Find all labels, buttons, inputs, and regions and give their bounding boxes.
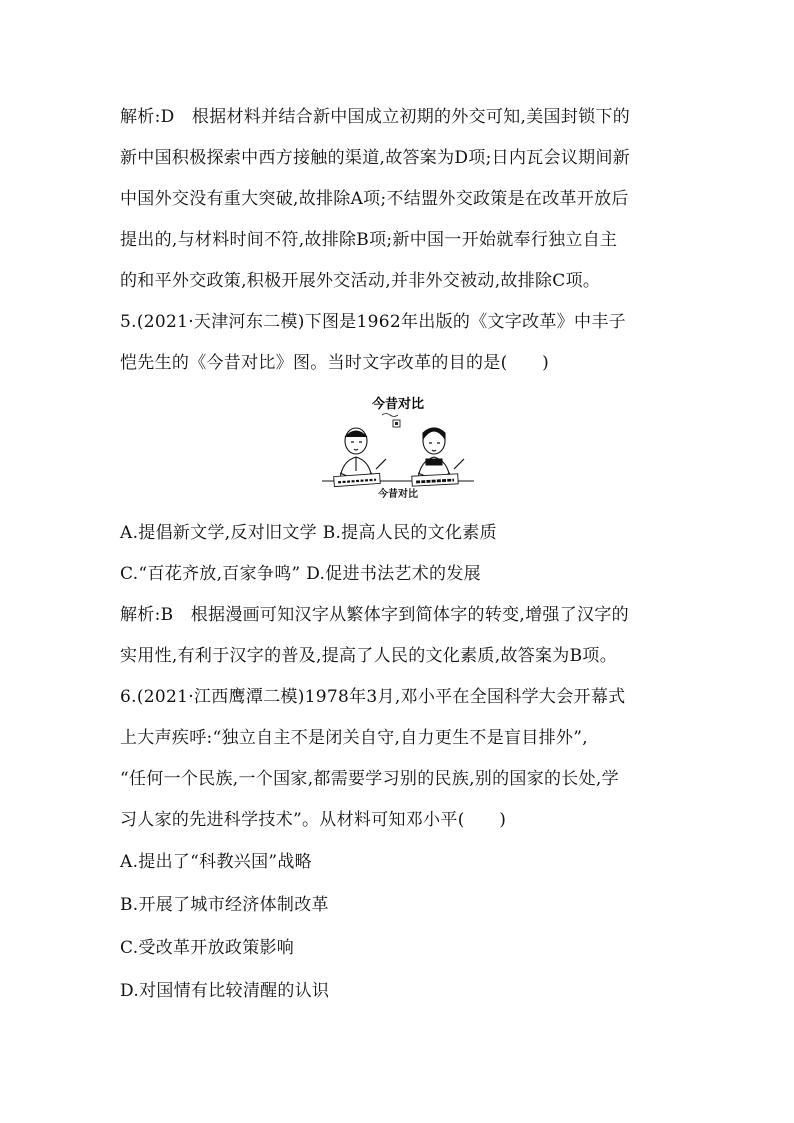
q4-analysis-line-5: 的和平外交政策,积极开展外交活动,并非外交被动,故排除C项。 <box>120 271 601 291</box>
signature-mark <box>382 414 398 417</box>
right-person <box>418 428 450 479</box>
left-pen <box>376 459 386 469</box>
q5-analysis-line-2: 实用性,有利于汉字的普及,提高了人民的文化素质,故答案为B项。 <box>120 646 618 666</box>
figure-caption: 今昔对比 <box>378 489 418 500</box>
q5-options-line-2: C.“百花齐放,百家争鸣” D.促进书法艺术的发展 <box>120 564 481 584</box>
q6-option-c: C.受改革开放政策影响 <box>120 938 295 958</box>
q6-stem-line-3: “任何一个民族,一个国家,都需要学习别的民族,别的国家的长处,学 <box>120 769 619 789</box>
q5-stem-line-2: 恺先生的《今昔对比》图。当时文字改革的目的是( ) <box>120 353 550 373</box>
q6-option-b: B.开展了城市经济体制改革 <box>120 895 329 915</box>
right-pen <box>454 459 464 469</box>
q4-analysis-line-2: 新中国积极探索中西方接触的渠道,故答案为D项;日内瓦会议期间新 <box>120 148 631 168</box>
left-person <box>340 428 372 479</box>
cartoon-illustration <box>318 393 478 489</box>
q6-stem-line-1: 6.(2021·江西鹰潭二模)1978年3月,邓小平在全国科学大会开幕式 <box>120 687 626 707</box>
q5-options-line-1: A.提倡新文学,反对旧文学 B.提高人民的文化素质 <box>120 523 497 543</box>
q5-stem-line-1: 5.(2021·天津河东二模)下图是1962年出版的《文字改革》中丰子 <box>120 312 626 332</box>
q4-analysis-line-4: 提出的,与材料时间不符,故排除B项;新中国一开始就奉行独立自主 <box>120 230 618 250</box>
q4-analysis-line-1: 解析:D 根据材料并结合新中国成立初期的外交可知,美国封锁下的 <box>120 107 631 127</box>
q6-stem-line-2: 上大声疾呼:“独立自主不是闭关自守,自力更生不是盲目排外”, <box>120 728 588 748</box>
cartoon-title: 今昔对比 <box>371 397 425 412</box>
right-paper <box>412 474 458 486</box>
q6-option-d: D.对国情有比较清醒的认识 <box>120 981 330 1001</box>
q6-option-a: A.提出了“科教兴国”战略 <box>120 852 312 872</box>
q5-analysis-line-1: 解析:B 根据漫画可知汉字从繁体字到简体字的转变,增强了汉字的 <box>120 605 629 625</box>
q6-stem-line-4: 习人家的先进科学技术”。从材料可知邓小平( ) <box>120 810 507 830</box>
seal-inner <box>395 422 398 425</box>
q4-analysis-line-3: 中国外交没有重大突破,故排除A项;不结盟外交政策是在改革开放后 <box>120 189 629 209</box>
